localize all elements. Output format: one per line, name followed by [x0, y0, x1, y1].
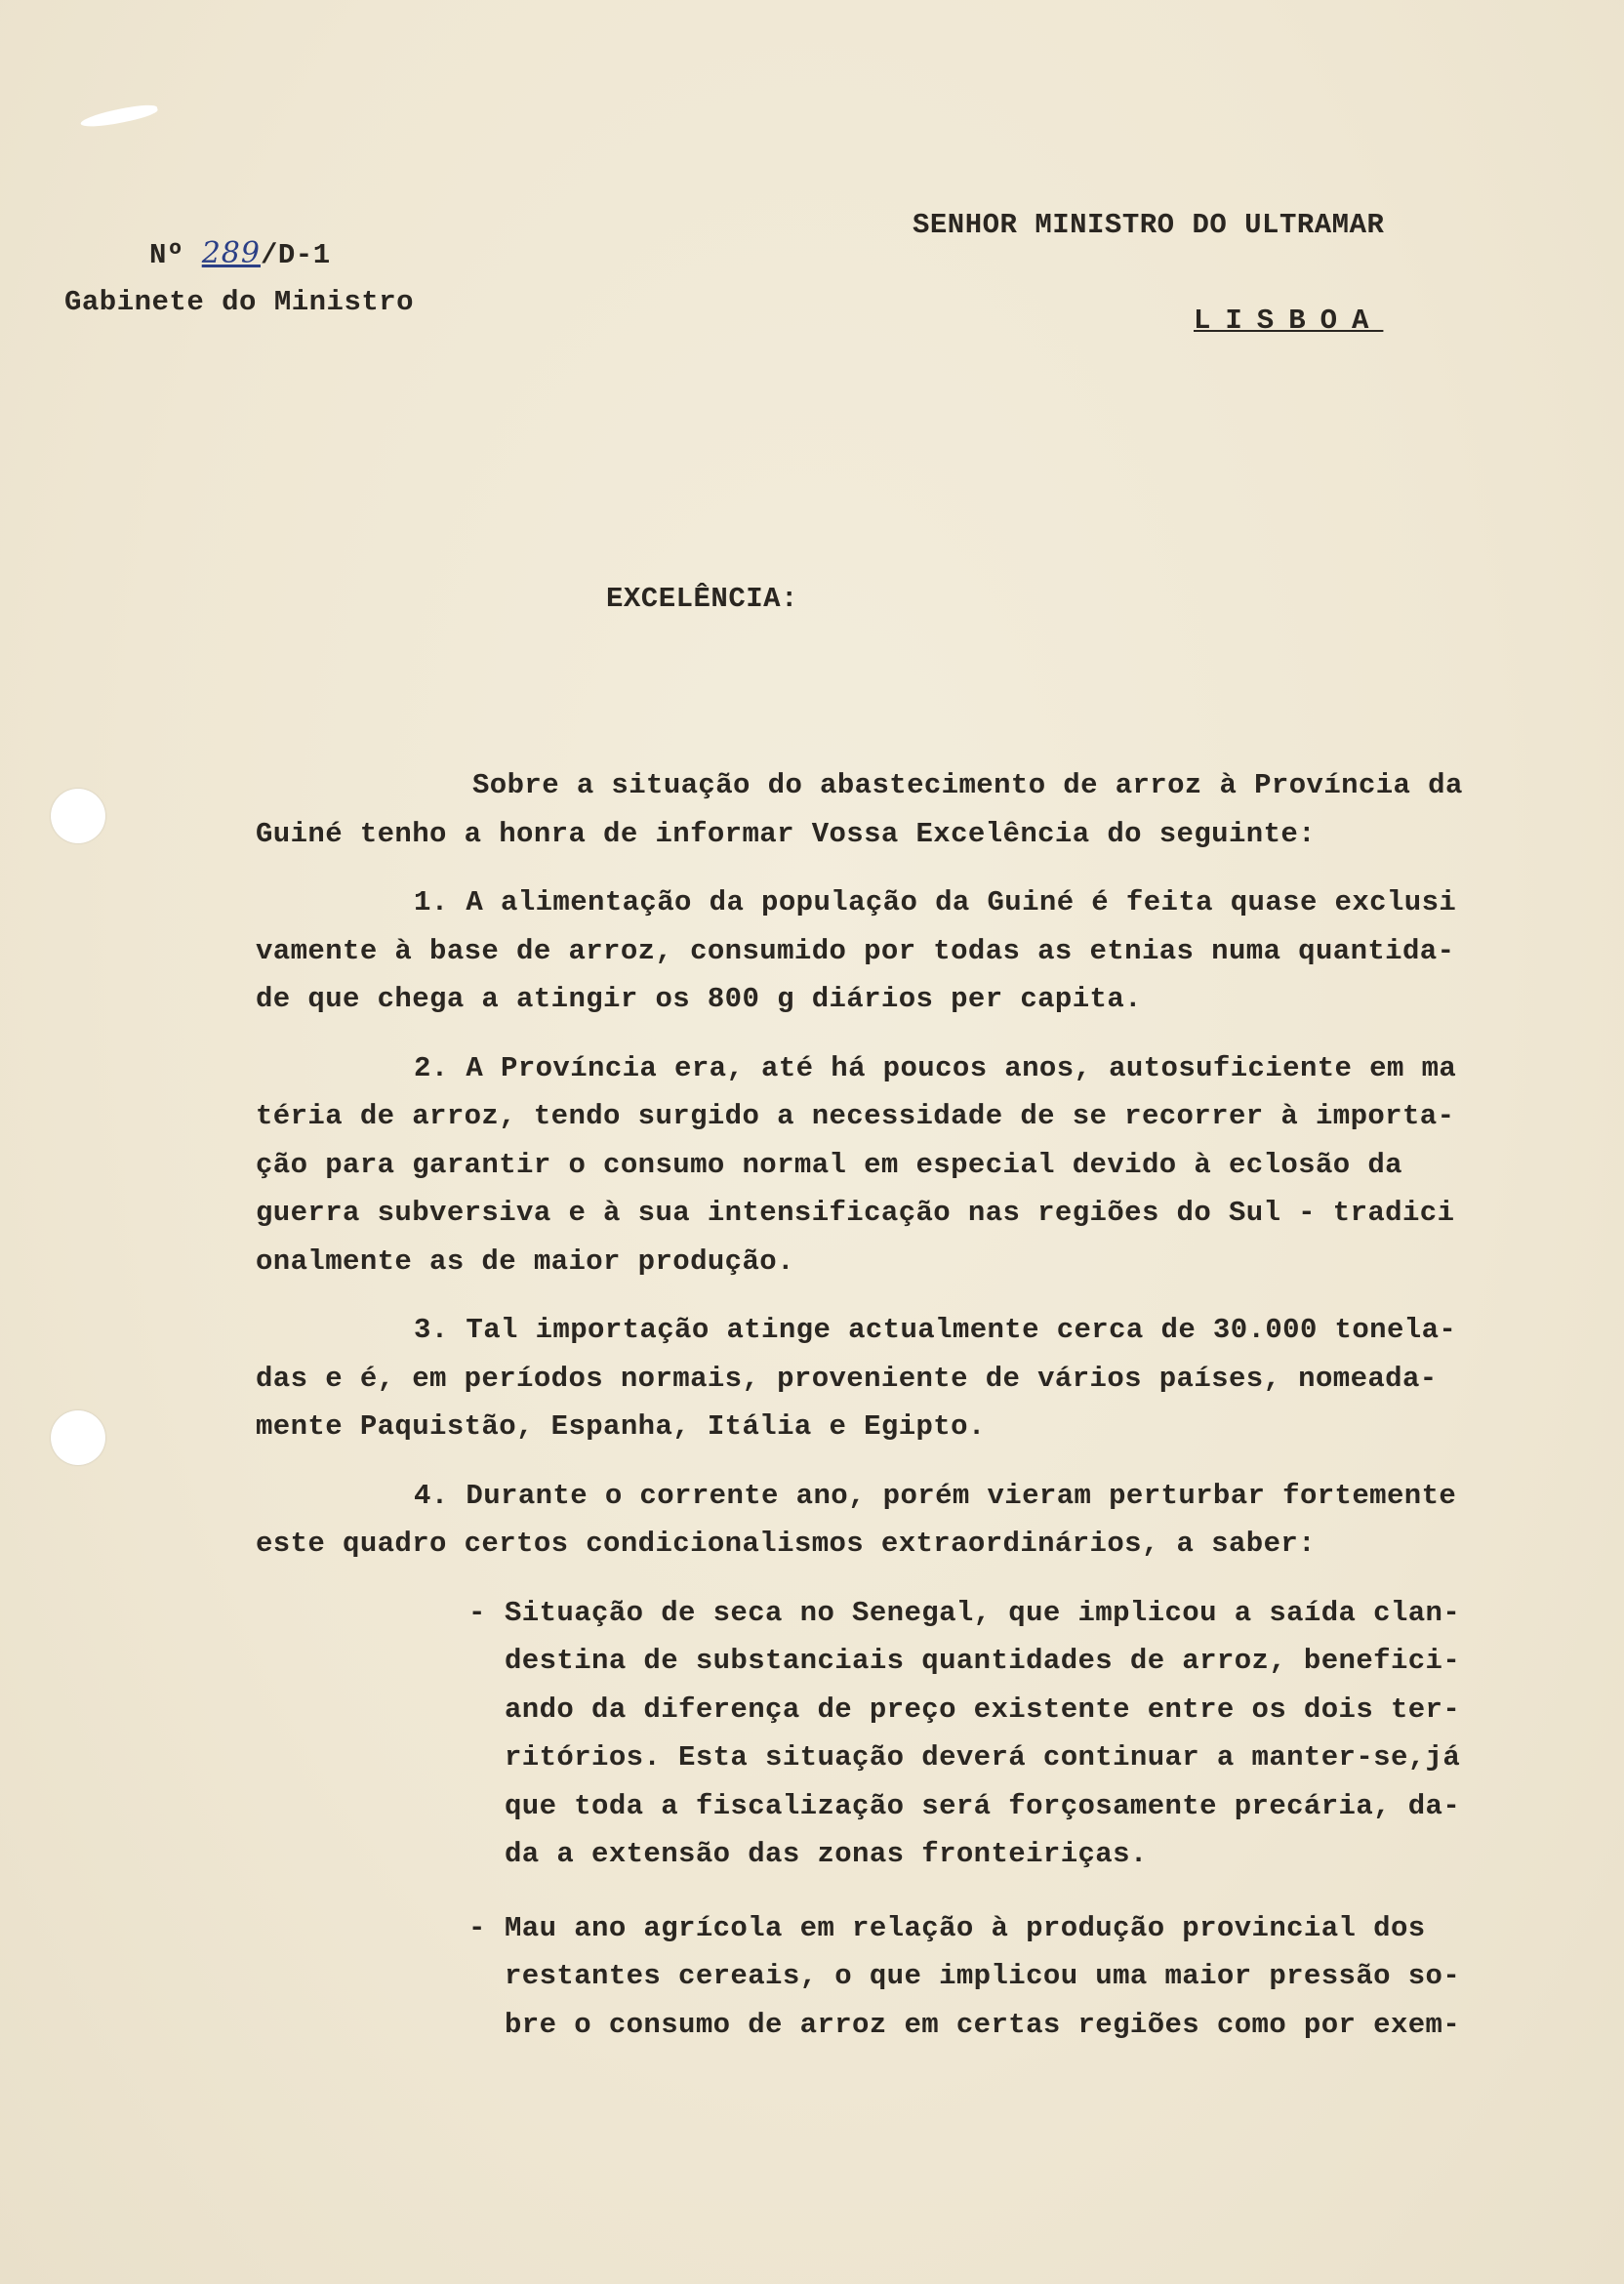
office-label: Gabinete do Ministro	[64, 286, 415, 318]
text-line: que toda a fiscalização será forçosamente precária, da-	[505, 1789, 1461, 1822]
punch-hole	[51, 789, 105, 843]
paragraph-1	[256, 878, 1476, 1024]
intro-paragraph	[256, 761, 1476, 858]
paper-tear	[79, 102, 158, 131]
text-line: ritórios. Esta situação deverá continuar a manter-se,já	[505, 1741, 1461, 1774]
text-line: restantes cereais, o que implicou uma maior pressão so-	[505, 1960, 1461, 1992]
letter-body	[256, 761, 1476, 2074]
bullet-dash: -	[468, 1911, 486, 1944]
bullet-item-1	[256, 1589, 1476, 1879]
text-line: ando da diferença de preço existente entre os dois ter-	[505, 1693, 1461, 1726]
text-line: onalmente as de maior produção.	[256, 1244, 794, 1278]
paragraph-3	[256, 1306, 1476, 1451]
text-line: guerra subversiva e à sua intensificação nas regiões do Sul - tradici	[256, 1197, 1455, 1229]
paragraph-2	[256, 1044, 1476, 1286]
text-line: bre o consumo de arroz em certas regiões como por exem-	[505, 2008, 1461, 2041]
addressee: SENHOR MINISTRO DO ULTRAMAR	[913, 209, 1385, 241]
text-line: vamente à base de arroz, consumido por todas as etnias numa quantida-	[256, 934, 1455, 967]
text-line: Sobre a situação do abastecimento de arroz à Província da	[472, 769, 1463, 801]
text-line: este quadro certos condicionalismos extraordinários, a saber:	[256, 1528, 1316, 1560]
text-line: Mau ano agrícola em relação à produção provincial dos	[505, 1911, 1426, 1944]
ref-suffix: /D-1	[260, 239, 331, 271]
handwritten-number: 289	[201, 236, 261, 270]
text-line: das e é, em períodos normais, proveniente de vários países, nomeada-	[256, 1362, 1438, 1395]
text-line: téria de arroz, tendo surgido a necessidade de se recorrer à importa-	[256, 1100, 1455, 1132]
text-line: destina de substanciais quantidades de arroz, benefici-	[505, 1645, 1461, 1677]
punch-hole	[51, 1410, 105, 1465]
salutation: EXCELÊNCIA:	[606, 583, 798, 615]
paragraph-4	[256, 1472, 1476, 1569]
text-line: 4. Durante o corrente ano, porém vieram perturbar fortemente	[414, 1479, 1457, 1512]
text-line: 2. A Província era, até há poucos anos, autosuficiente em ma	[414, 1051, 1457, 1084]
city: LISBOA	[1194, 305, 1384, 337]
ref-prefix: Nº	[149, 239, 184, 271]
bullet-item-2	[256, 1904, 1476, 2050]
text-line: mente Paquistão, Espanha, Itália e Egipto.	[256, 1410, 986, 1443]
text-line: 3. Tal importação atinge actualmente cerca de 30.000 tonela-	[414, 1314, 1457, 1346]
text-line: da a extensão das zonas fronteiriças.	[505, 1838, 1148, 1870]
text-line: Guiné tenho a honra de informar Vossa Excelência do seguinte:	[256, 817, 1316, 850]
text-line: de que chega a atingir os 800 g diários per capita.	[256, 983, 1142, 1015]
text-line: Situação de seca no Senegal, que implicou a saída clan-	[505, 1596, 1461, 1629]
reference-number	[149, 236, 331, 271]
bullet-dash: -	[468, 1596, 486, 1629]
text-line: 1. A alimentação da população da Guiné é feita quase exclusi	[414, 886, 1457, 918]
text-line: ção para garantir o consumo normal em especial devido à eclosão da	[256, 1148, 1402, 1181]
